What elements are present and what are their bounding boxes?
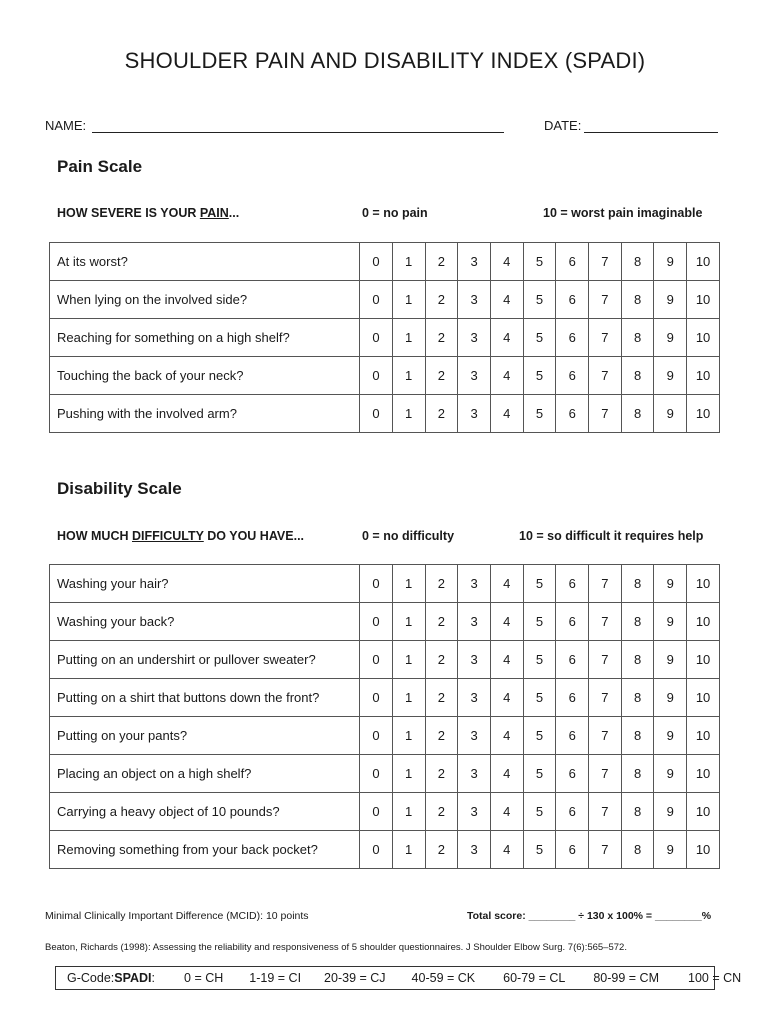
disability-score-option[interactable]: 0 (360, 641, 393, 679)
disability-score-option[interactable]: 1 (392, 641, 425, 679)
pain-score-option[interactable]: 4 (490, 319, 523, 357)
pain-score-option[interactable]: 0 (360, 395, 393, 433)
disability-score-option[interactable]: 1 (392, 679, 425, 717)
disability-question: Putting on an undershirt or pullover sweater? (50, 641, 360, 679)
pain-score-option[interactable]: 10 (687, 281, 720, 319)
disability-score-option[interactable]: 6 (556, 641, 589, 679)
pain-score-option[interactable]: 1 (392, 281, 425, 319)
pain-score-option[interactable]: 9 (654, 357, 687, 395)
disability-score-option[interactable]: 5 (523, 641, 556, 679)
date-label: DATE: (544, 118, 582, 133)
pain-high-anchor: 10 = worst pain imaginable (543, 206, 703, 220)
disability-question: Carrying a heavy object of 10 pounds? (50, 793, 360, 831)
pain-section-title: Pain Scale (57, 157, 143, 176)
disability-high-anchor: 10 = so difficult it requires help (519, 529, 704, 543)
pain-score-option[interactable]: 9 (654, 319, 687, 357)
disability-score-option[interactable]: 5 (523, 755, 556, 793)
name-field[interactable] (92, 118, 504, 133)
disability-score-option[interactable]: 9 (654, 679, 687, 717)
disability-score-option[interactable]: 0 (360, 679, 393, 717)
disability-row (50, 831, 720, 869)
disability-row (50, 565, 720, 603)
disability-score-option[interactable]: 10 (687, 831, 720, 869)
disability-row (50, 679, 720, 717)
disability-score-option[interactable]: 6 (556, 831, 589, 869)
pain-score-option[interactable]: 7 (589, 281, 622, 319)
pain-row (50, 281, 720, 319)
disability-score-option[interactable]: 5 (523, 717, 556, 755)
disability-score-option[interactable]: 2 (425, 755, 458, 793)
pain-score-option[interactable]: 9 (654, 281, 687, 319)
disability-score-option[interactable]: 7 (589, 641, 622, 679)
pain-question: Touching the back of your neck? (50, 357, 360, 395)
disability-score-option[interactable]: 10 (687, 641, 720, 679)
pain-score-option[interactable]: 6 (556, 395, 589, 433)
page-title: SHOULDER PAIN AND DISABILITY INDEX (SPADI) (124, 48, 646, 73)
pain-score-option[interactable]: 6 (556, 319, 589, 357)
pain-score-option[interactable]: 3 (458, 243, 491, 281)
pain-score-option[interactable]: 8 (621, 319, 654, 357)
disability-row (50, 793, 720, 831)
pain-question: At its worst? (50, 243, 360, 281)
pain-score-option[interactable]: 1 (392, 395, 425, 433)
disability-score-option[interactable]: 1 (392, 603, 425, 641)
pain-score-option[interactable]: 1 (392, 357, 425, 395)
disability-score-option[interactable]: 3 (458, 717, 491, 755)
disability-score-option[interactable]: 0 (360, 603, 393, 641)
pain-score-option[interactable]: 8 (621, 281, 654, 319)
pain-row (50, 357, 720, 395)
disability-question: Placing an object on a high shelf? (50, 755, 360, 793)
disability-score-option[interactable]: 9 (654, 641, 687, 679)
disability-score-option[interactable]: 8 (621, 603, 654, 641)
disability-question: Putting on a shirt that buttons down the front? (50, 679, 360, 717)
disability-score-option[interactable]: 6 (556, 603, 589, 641)
disability-score-option[interactable]: 9 (654, 717, 687, 755)
pain-score-option[interactable]: 10 (687, 357, 720, 395)
pain-question: Reaching for something on a high shelf? (50, 319, 360, 357)
pain-score-option[interactable]: 3 (458, 395, 491, 433)
pain-score-option[interactable]: 5 (523, 319, 556, 357)
disability-score-option[interactable]: 5 (523, 793, 556, 831)
disability-score-option[interactable]: 8 (621, 717, 654, 755)
pain-score-option[interactable]: 0 (360, 281, 393, 319)
disability-score-option[interactable]: 10 (687, 603, 720, 641)
gcode-range: 100 = CN (688, 971, 742, 985)
disability-score-option[interactable]: 0 (360, 831, 393, 869)
name-label: NAME: (45, 118, 87, 133)
disability-score-option[interactable]: 6 (556, 755, 589, 793)
pain-score-option[interactable]: 2 (425, 281, 458, 319)
disability-score-option[interactable]: 10 (687, 565, 720, 603)
pain-score-option[interactable]: 5 (523, 281, 556, 319)
disability-score-option[interactable]: 7 (589, 565, 622, 603)
pain-score-option[interactable]: 10 (687, 243, 720, 281)
disability-score-option[interactable]: 8 (621, 831, 654, 869)
pain-score-option[interactable]: 10 (687, 319, 720, 357)
disability-score-option[interactable]: 5 (523, 565, 556, 603)
pain-score-option[interactable]: 4 (490, 281, 523, 319)
disability-score-option[interactable]: 1 (392, 717, 425, 755)
disability-score-option[interactable]: 1 (392, 831, 425, 869)
disability-row (50, 755, 720, 793)
pain-score-option[interactable]: 4 (490, 243, 523, 281)
pain-score-option[interactable]: 6 (556, 357, 589, 395)
disability-score-option[interactable]: 7 (589, 603, 622, 641)
disability-score-option[interactable]: 0 (360, 755, 393, 793)
pain-row (50, 395, 720, 433)
gcode-label: G-Code:SPADI: (67, 971, 156, 985)
disability-score-option[interactable]: 0 (360, 793, 393, 831)
disability-score-option[interactable]: 4 (490, 717, 523, 755)
disability-score-option[interactable]: 4 (490, 679, 523, 717)
pain-score-option[interactable]: 9 (654, 395, 687, 433)
disability-score-option[interactable]: 1 (392, 755, 425, 793)
disability-score-option[interactable]: 6 (556, 565, 589, 603)
pain-score-option[interactable]: 2 (425, 319, 458, 357)
pain-score-option[interactable]: 2 (425, 357, 458, 395)
pain-score-option[interactable]: 7 (589, 395, 622, 433)
pain-score-option[interactable]: 9 (654, 243, 687, 281)
pain-score-option[interactable]: 3 (458, 357, 491, 395)
disability-score-option[interactable]: 5 (523, 679, 556, 717)
disability-score-option[interactable]: 3 (458, 831, 491, 869)
disability-score-option[interactable]: 3 (458, 793, 491, 831)
pain-row (50, 243, 720, 281)
disability-section-title: Disability Scale (57, 479, 182, 498)
disability-score-option[interactable]: 10 (687, 717, 720, 755)
disability-score-option[interactable]: 1 (392, 793, 425, 831)
pain-score-option[interactable]: 2 (425, 243, 458, 281)
disability-score-option[interactable]: 1 (392, 565, 425, 603)
citation: Beaton, Richards (1998): Assessing the reliability and responsiveness of 5 shoulder questionnaires. J Shoulder Elbow Surg. 7(6):565–572. (45, 942, 627, 953)
pain-score-option[interactable]: 4 (490, 357, 523, 395)
disability-score-option[interactable]: 4 (490, 565, 523, 603)
total-score: Total score: ________ ÷ 130 x 100% = ________% (467, 910, 712, 922)
gcode-box (55, 966, 742, 990)
disability-score-option[interactable]: 10 (687, 793, 720, 831)
disability-score-option[interactable]: 5 (523, 831, 556, 869)
disability-scale-table (49, 564, 720, 869)
date-field[interactable] (584, 118, 718, 133)
gcode-range: 60-79 = CL (503, 971, 566, 985)
disability-score-option[interactable]: 2 (425, 717, 458, 755)
disability-score-option[interactable]: 8 (621, 679, 654, 717)
disability-score-option[interactable]: 9 (654, 793, 687, 831)
disability-score-option[interactable]: 4 (490, 641, 523, 679)
disability-score-option[interactable]: 0 (360, 717, 393, 755)
disability-score-option[interactable]: 3 (458, 641, 491, 679)
gcode-ranges (155, 971, 741, 985)
gcode-range: 1-19 = CI (249, 971, 302, 985)
pain-score-option[interactable]: 7 (589, 357, 622, 395)
pain-score-option[interactable]: 0 (360, 357, 393, 395)
disability-score-option[interactable]: 4 (490, 755, 523, 793)
disability-score-option[interactable]: 7 (589, 831, 622, 869)
pain-question: When lying on the involved side? (50, 281, 360, 319)
pain-score-option[interactable]: 6 (556, 281, 589, 319)
disability-score-option[interactable]: 9 (654, 831, 687, 869)
disability-score-option[interactable]: 4 (490, 831, 523, 869)
gcode-range: 80-99 = CM (593, 971, 659, 985)
disability-question: Removing something from your back pocket? (50, 831, 360, 869)
disability-score-option[interactable]: 3 (458, 679, 491, 717)
pain-score-option[interactable]: 8 (621, 395, 654, 433)
pain-scale-table (49, 242, 720, 433)
pain-score-option[interactable]: 0 (360, 243, 393, 281)
pain-score-option[interactable]: 2 (425, 395, 458, 433)
disability-question: Washing your back? (50, 603, 360, 641)
disability-score-option[interactable]: 3 (458, 755, 491, 793)
disability-score-option[interactable]: 6 (556, 717, 589, 755)
pain-score-option[interactable]: 10 (687, 395, 720, 433)
pain-row (50, 319, 720, 357)
pain-score-option[interactable]: 0 (360, 319, 393, 357)
disability-score-option[interactable]: 2 (425, 793, 458, 831)
disability-score-option[interactable]: 2 (425, 641, 458, 679)
pain-score-option[interactable]: 6 (556, 243, 589, 281)
disability-question: Washing your hair? (50, 565, 360, 603)
pain-score-option[interactable]: 8 (621, 243, 654, 281)
gcode-range: 0 = CH (184, 971, 224, 985)
pain-low-anchor: 0 = no pain (362, 206, 428, 220)
disability-row (50, 717, 720, 755)
disability-score-option[interactable]: 3 (458, 565, 491, 603)
disability-score-option[interactable]: 7 (589, 793, 622, 831)
pain-score-option[interactable]: 1 (392, 243, 425, 281)
disability-score-option[interactable]: 8 (621, 755, 654, 793)
disability-score-option[interactable]: 9 (654, 603, 687, 641)
disability-score-option[interactable]: 10 (687, 755, 720, 793)
disability-score-option[interactable]: 7 (589, 717, 622, 755)
gcode-range: 20-39 = CJ (324, 971, 386, 985)
disability-score-option[interactable]: 9 (654, 755, 687, 793)
disability-question: Putting on your pants? (50, 717, 360, 755)
pain-score-option[interactable]: 7 (589, 243, 622, 281)
gcode-range: 40-59 = CK (411, 971, 476, 985)
disability-score-option[interactable]: 2 (425, 679, 458, 717)
disability-score-option[interactable]: 7 (589, 755, 622, 793)
disability-score-option[interactable]: 6 (556, 679, 589, 717)
disability-prompt: HOW MUCH DIFFICULTY DO YOU HAVE... (57, 529, 305, 543)
disability-score-option[interactable]: 8 (621, 793, 654, 831)
disability-score-option[interactable]: 0 (360, 565, 393, 603)
disability-row (50, 603, 720, 641)
disability-score-option[interactable]: 3 (458, 603, 491, 641)
pain-score-option[interactable]: 5 (523, 395, 556, 433)
disability-score-option[interactable]: 2 (425, 603, 458, 641)
disability-score-option[interactable]: 10 (687, 679, 720, 717)
pain-question: Pushing with the involved arm? (50, 395, 360, 433)
pain-score-option[interactable]: 4 (490, 395, 523, 433)
disability-score-option[interactable]: 8 (621, 565, 654, 603)
mcid-note: Minimal Clinically Important Difference (MCID): 10 points (45, 910, 309, 922)
pain-score-option[interactable]: 3 (458, 319, 491, 357)
disability-score-option[interactable]: 2 (425, 565, 458, 603)
disability-score-option[interactable]: 4 (490, 603, 523, 641)
pain-score-option[interactable]: 8 (621, 357, 654, 395)
pain-score-option[interactable]: 5 (523, 243, 556, 281)
disability-score-option[interactable]: 7 (589, 679, 622, 717)
pain-score-option[interactable]: 3 (458, 281, 491, 319)
disability-score-option[interactable]: 2 (425, 831, 458, 869)
disability-score-option[interactable]: 8 (621, 641, 654, 679)
disability-score-option[interactable]: 5 (523, 603, 556, 641)
disability-score-option[interactable]: 9 (654, 565, 687, 603)
disability-low-anchor: 0 = no difficulty (362, 529, 455, 543)
pain-score-option[interactable]: 7 (589, 319, 622, 357)
disability-row (50, 641, 720, 679)
pain-prompt: HOW SEVERE IS YOUR PAIN... (57, 206, 240, 220)
disability-score-option[interactable]: 6 (556, 793, 589, 831)
pain-score-option[interactable]: 5 (523, 357, 556, 395)
pain-score-option[interactable]: 1 (392, 319, 425, 357)
disability-score-option[interactable]: 4 (490, 793, 523, 831)
